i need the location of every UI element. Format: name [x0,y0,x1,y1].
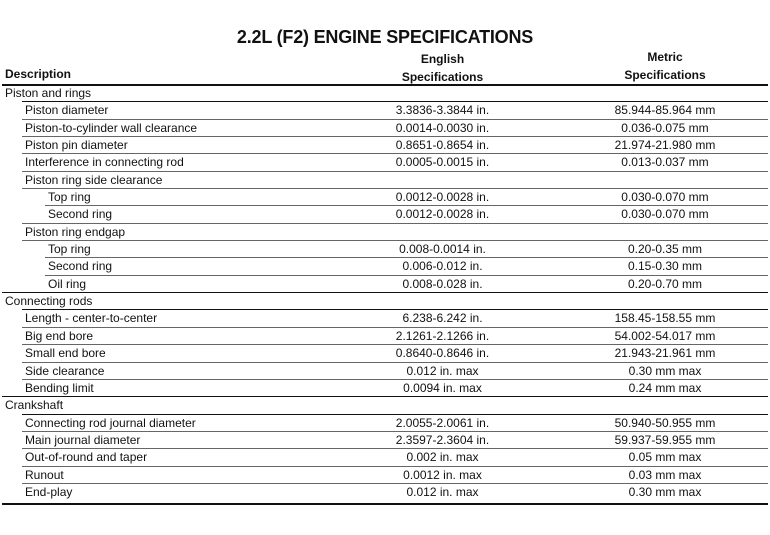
row-metric-value: 0.013-0.037 mm [621,155,709,170]
row-metric-value: 85.944-85.964 mm [614,103,716,118]
row-english-value: 0.012 in. max [406,363,479,378]
table-row [0,172,770,189]
row-english-value: 0.002 in. max [406,450,479,465]
row-description: Out-of-round and taper [25,450,148,465]
row-english-value: 0.0005-0.0015 in. [395,155,490,170]
row-description: Piston ring endgap [25,224,126,239]
row-english-value: 0.006-0.012 in. [402,259,483,274]
row-description: Small end bore [25,346,106,361]
row-english-value: 0.0012 in. max [403,467,482,482]
row-metric-value: 0.15-0.30 mm [627,259,703,274]
table-row [0,276,770,293]
table-row [0,293,770,310]
table-row [0,432,770,449]
row-description: Main journal diameter [25,432,141,447]
row-metric-value: 0.030-0.070 mm [621,190,709,205]
row-english-value: 0.0014-0.0030 in. [395,120,490,135]
row-english-value: 0.8640-0.8646 in. [395,346,490,361]
table-row [0,258,770,275]
row-english-value: 3.3836-3.3844 in. [395,103,490,118]
table-row [0,206,770,223]
row-metric-value: 50.940-50.955 mm [614,415,716,430]
row-description: Connecting rods [5,294,93,309]
table-row [0,363,770,380]
row-description: Second ring [48,259,113,274]
row-description: Top ring [48,242,91,257]
row-english-value: 0.008-0.028 in. [402,276,483,291]
row-description: Runout [25,467,64,482]
row-english-value: 2.3597-2.3604 in. [395,432,490,447]
table-row [0,241,770,258]
table-row [0,154,770,171]
row-metric-value: 0.05 mm max [628,450,702,465]
row-metric-value: 0.036-0.075 mm [621,120,709,135]
english-header [340,50,545,86]
row-metric-value: 0.20-0.70 mm [627,276,703,291]
row-metric-value: 0.24 mm max [628,380,702,395]
english-header-line2: Specifications [401,70,484,84]
row-english-value: 2.0055-2.0061 in. [395,415,490,430]
table-row [0,380,770,397]
row-english-value: 6.238-6.242 in. [402,311,483,326]
row-description: Piston diameter [25,103,109,118]
table-row [0,484,770,501]
row-metric-value: 158.45-158.55 mm [614,311,716,326]
description-header: Description [5,67,72,81]
row-english-value: 0.008-0.0014 in. [399,242,486,257]
row-description: Second ring [48,207,113,222]
row-metric-value: 0.30 mm max [628,484,702,499]
row-description: Connecting rod journal diameter [25,415,196,430]
row-english-value: 0.8651-0.8654 in. [395,138,490,153]
row-description: Piston ring side clearance [25,172,163,187]
row-english-value: 0.0012-0.0028 in. [395,190,490,205]
row-description: Crankshaft [5,398,64,413]
table-row [0,345,770,362]
row-metric-value: 0.030-0.070 mm [621,207,709,222]
row-description: Piston and rings [5,86,92,100]
row-description: Piston pin diameter [25,138,128,153]
spec-table [0,85,770,501]
row-metric-value: 21.974-21.980 mm [614,138,716,153]
row-metric-value: 21.943-21.961 mm [614,346,716,361]
row-english-value: 2.1261-2.1266 in. [395,328,490,343]
row-description: Bending limit [25,380,94,395]
row-description: End-play [25,484,73,499]
row-metric-value: 54.002-54.017 mm [614,328,716,343]
table-row [0,102,770,119]
table-row [0,449,770,466]
metric-header-line2: Specifications [624,68,706,82]
row-description: Length - center-to-center [25,311,158,326]
row-description: Big end bore [25,328,94,343]
row-english-value: 0.0012-0.0028 in. [395,207,490,222]
table-row [0,328,770,345]
table-row [0,310,770,327]
row-metric-value: 0.03 mm max [628,467,702,482]
table-bottom-rule [2,503,768,505]
table-row [0,467,770,484]
row-metric-value: 0.20-0.35 mm [627,242,703,257]
table-row [0,397,770,414]
row-metric-value: 59.937-59.955 mm [614,432,716,447]
english-header-line1: English [420,52,465,66]
table-row [0,137,770,154]
table-row [0,415,770,432]
row-description: Piston-to-cylinder wall clearance [25,120,198,135]
row-description: Interference in connecting rod [25,155,184,170]
row-english-value: 0.0094 in. max [403,380,482,395]
table-row [0,85,770,102]
table-row [0,224,770,241]
row-description: Oil ring [48,276,87,291]
row-description: Top ring [48,190,91,205]
metric-header [560,48,770,84]
table-row [0,120,770,137]
row-description: Side clearance [25,363,105,378]
table-row [0,189,770,206]
page-title: 2.2L (F2) ENGINE SPECIFICATIONS [236,27,534,47]
metric-header-line1: Metric [647,50,683,64]
row-metric-value: 0.30 mm max [628,363,702,378]
row-english-value: 0.012 in. max [406,484,479,499]
